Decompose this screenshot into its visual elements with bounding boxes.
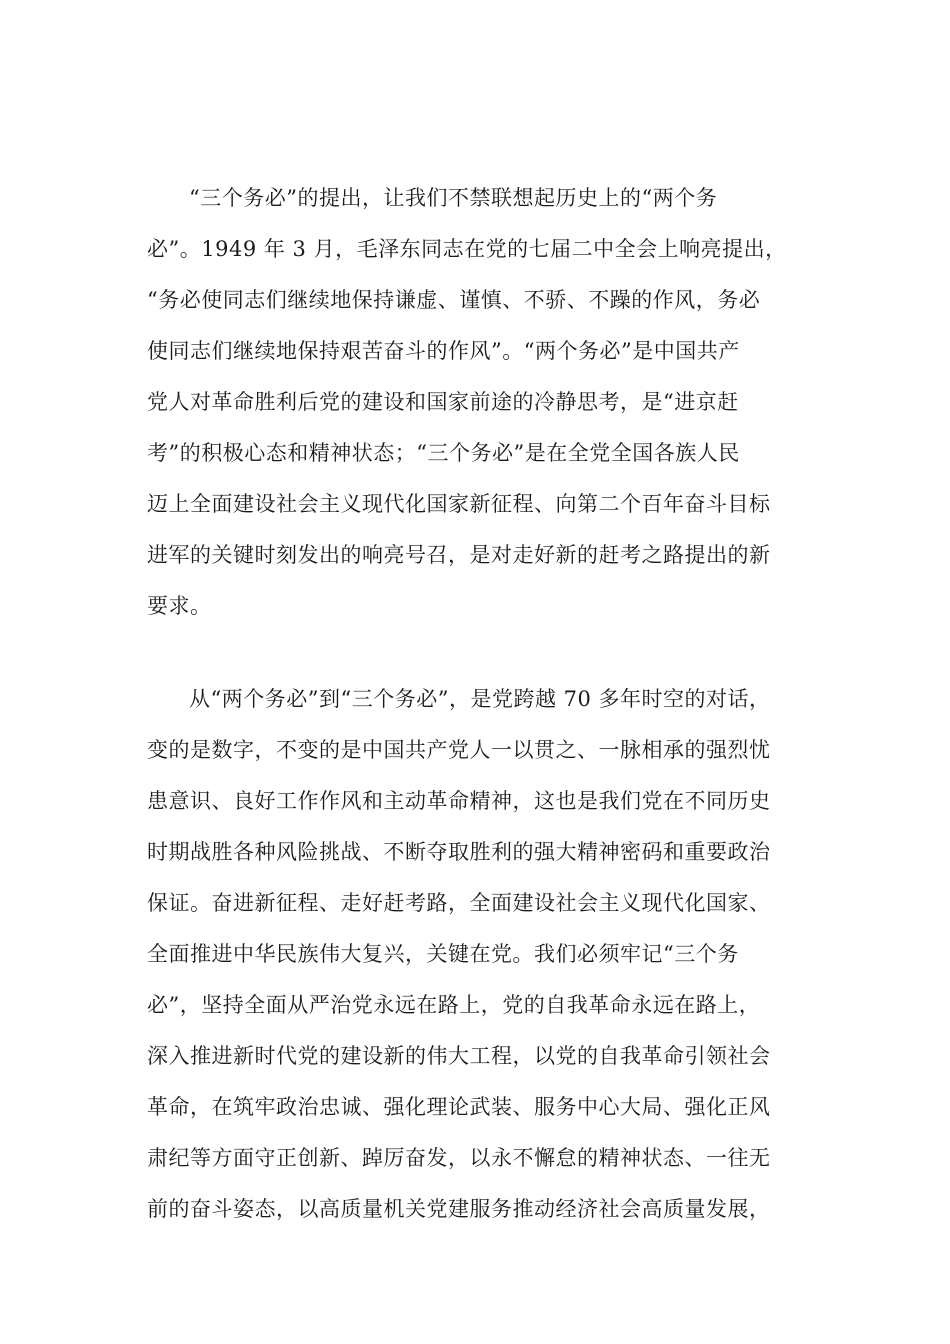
paragraph-line: 深入推进新时代党的建设新的伟大工程，以党的自我革命引领社会 [147,1044,771,1068]
paragraph-line: “三个务必”的提出，让我们不禁联想起历史上的“两个务 [189,186,718,210]
paragraph-line: 全面推进中华民族伟大复兴，关键在党。我们必须牢记“三个务 [147,942,739,966]
paragraph-line: 考”的积极心态和精神状态；“三个务必”是在全党全国各族人民 [147,441,740,465]
paragraph-line: 必”，坚持全面从严治党永远在路上，党的自我革命永远在路上， [147,993,761,1017]
paragraph-line: 患意识、良好工作作风和主动革命精神，这也是我们党在不同历史 [147,789,771,813]
paragraph-line: 前的奋斗姿态，以高质量机关党建服务推动经济社会高质量发展， [147,1197,771,1221]
paragraph-line: 使同志们继续地保持艰苦奋斗的作风”。“两个务必”是中国共产 [147,339,740,363]
paragraph-line: 肃纪等方面守正创新、踔厉奋发，以永不懈怠的精神状态、一往无 [147,1146,771,1170]
paragraph-line: 变的是数字，不变的是中国共产党人一以贯之、一脉相承的强烈忧 [147,738,771,762]
paragraph-line: 时期战胜各种风险挑战、不断夺取胜利的强大精神密码和重要政治 [147,840,771,864]
paragraph-line: 党人对革命胜利后党的建设和国家前途的冷静思考，是“进京赶 [147,390,739,414]
paragraph-line: 保证。奋进新征程、走好赶考路，全面建设社会主义现代化国家、 [147,891,771,915]
paragraph-line: 从“两个务必”到“三个务必”，是党跨越 70 多年时空的对话， [189,687,771,711]
paragraph-line: 必”。1949 年 3 月，毛泽东同志在党的七届二中全会上响亮提出， [147,237,787,261]
paragraph-line: 要求。 [147,594,212,618]
paragraph-line: 进军的关键时刻发出的响亮号召，是对走好新的赶考之路提出的新 [147,543,771,567]
paragraph-line: “务必使同志们继续地保持谦虚、谨慎、不骄、不躁的作风，务必 [147,288,761,312]
paragraph-line: 革命，在筑牢政治忠诚、强化理论武装、服务中心大局、强化正风 [147,1095,771,1119]
paragraph-line: 迈上全面建设社会主义现代化国家新征程、向第二个百年奋斗目标 [147,492,771,516]
